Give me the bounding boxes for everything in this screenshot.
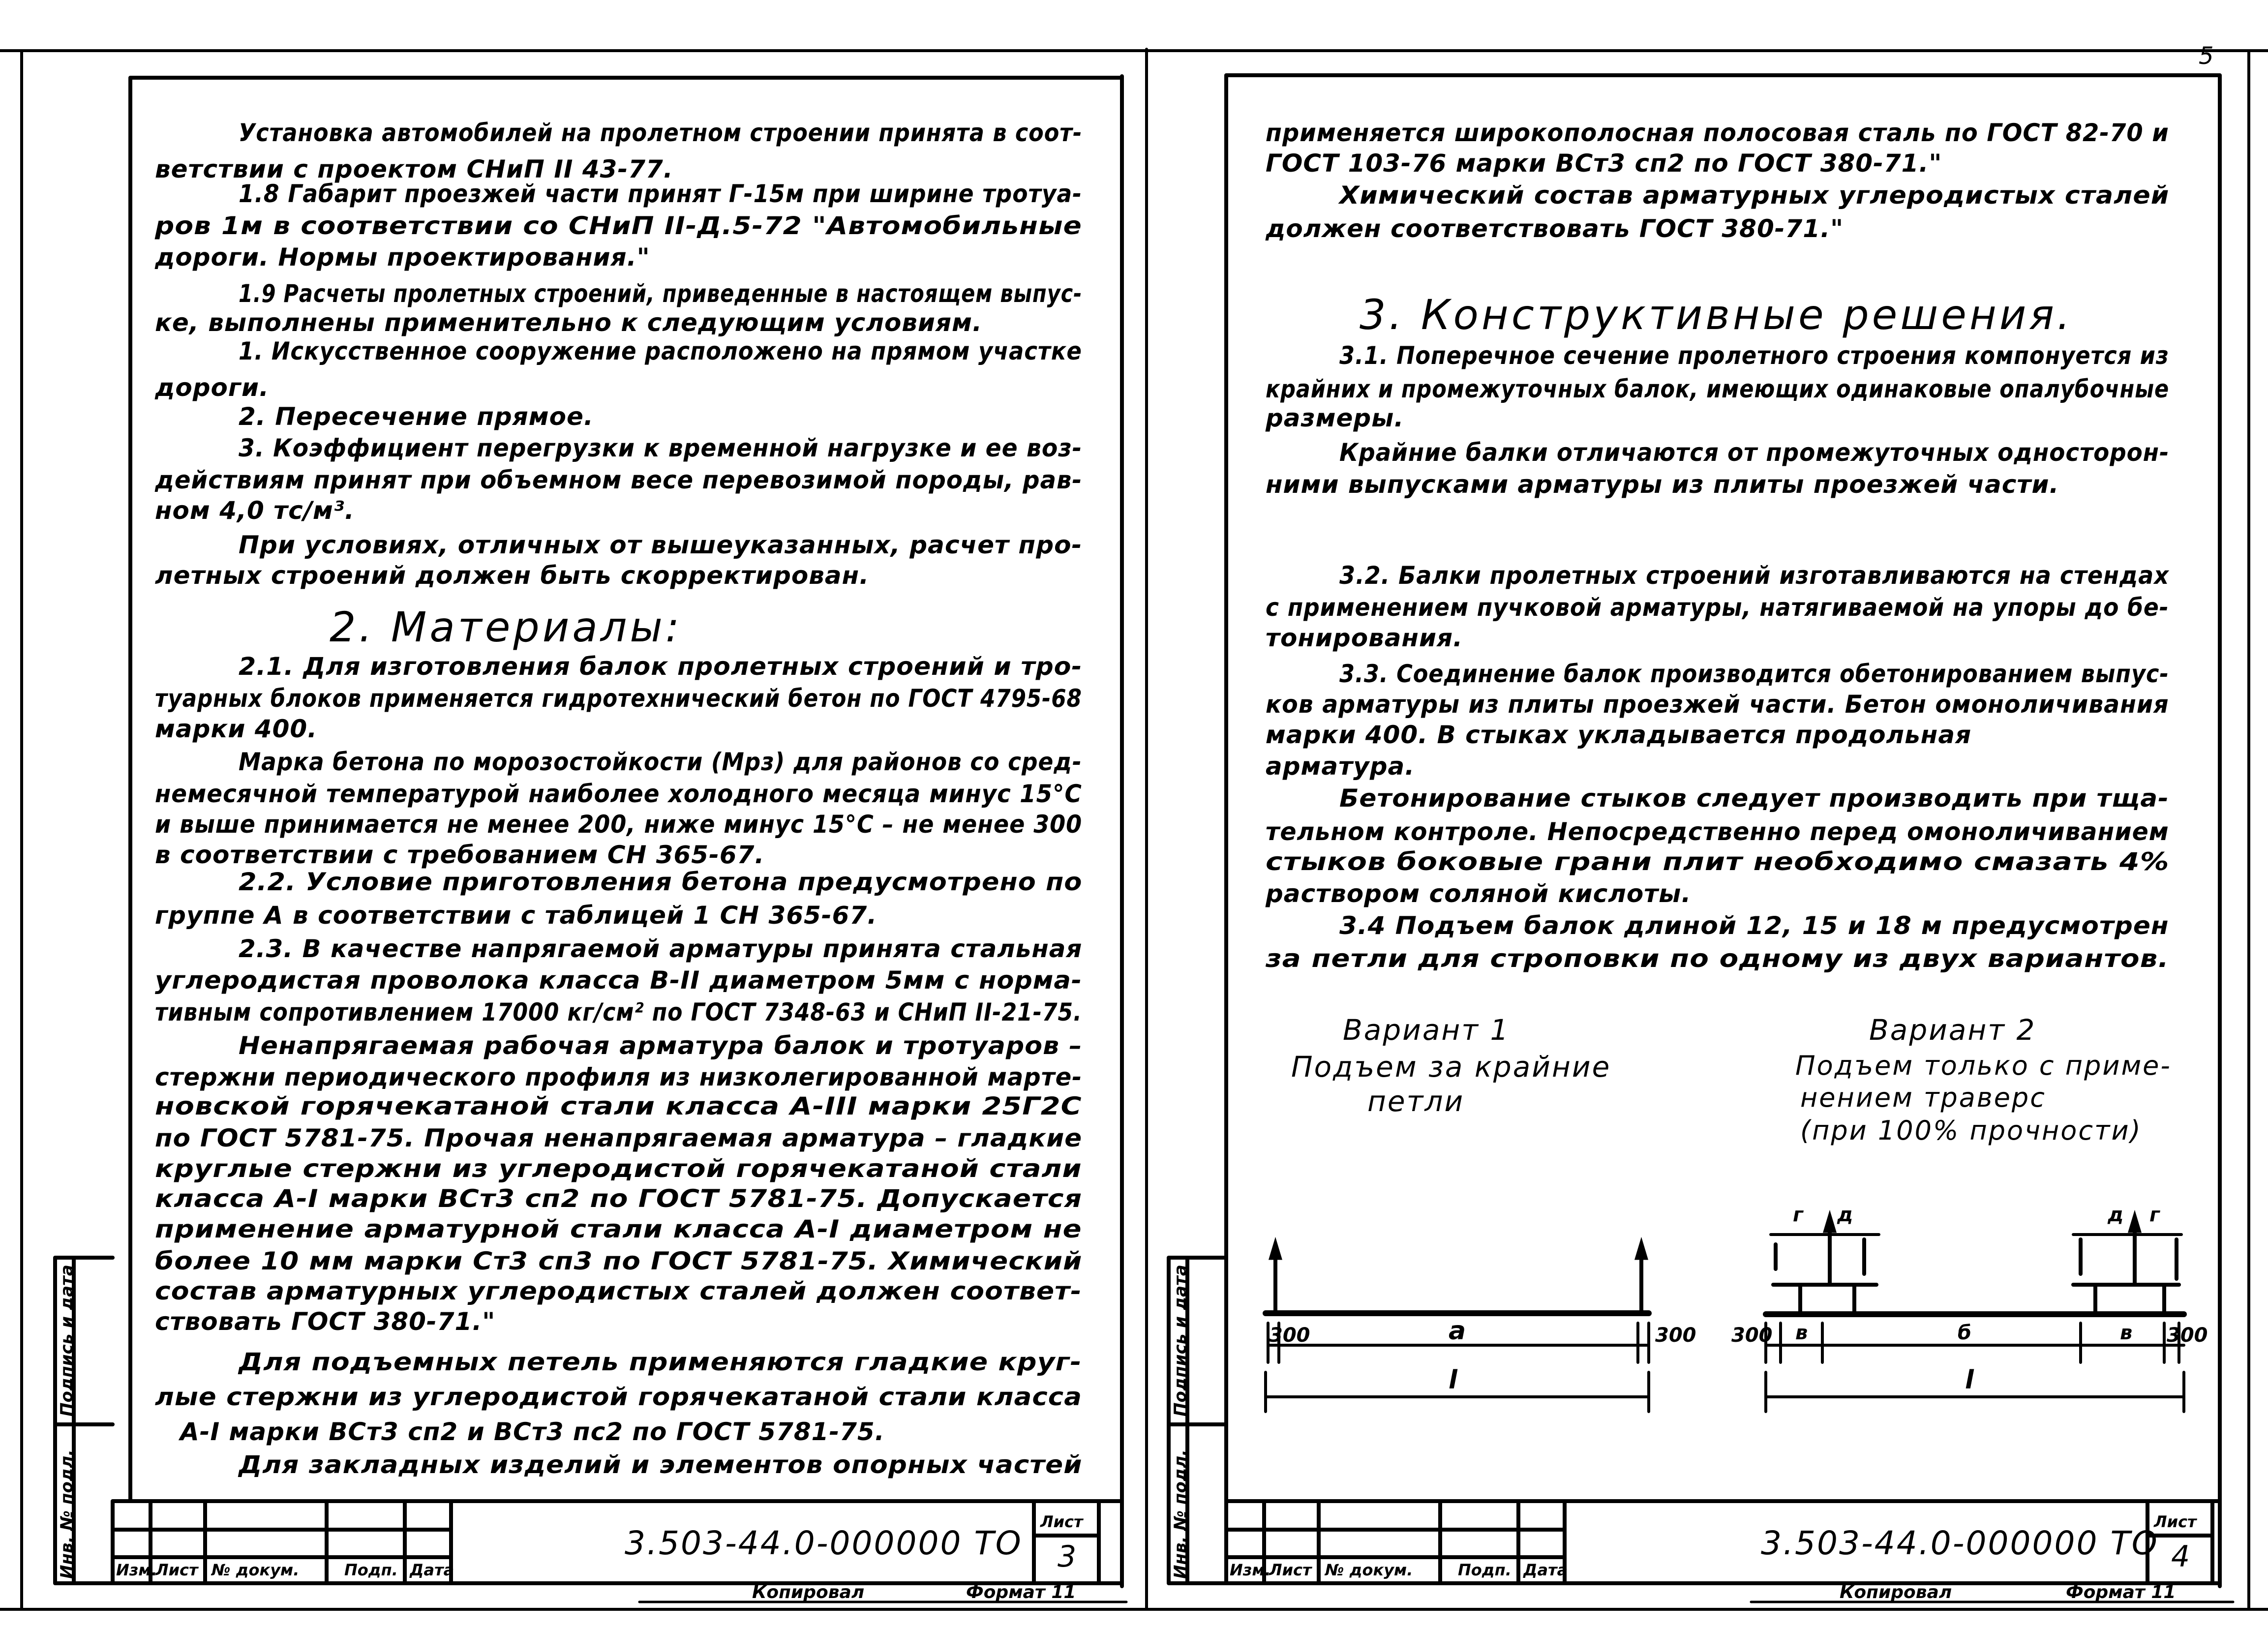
text-line: Ненапрягаемая рабочая арматура балок и тротуаров –: [239, 1031, 1083, 1060]
variant2-dim-v-right: в: [2120, 1322, 2133, 1344]
text-line: Установка автомобилей на пролетном строении принята в соот-: [239, 119, 1083, 148]
text-line: класса А-I марки ВСт3 сп2 по ГОСТ 5781-75. Допускается: [155, 1184, 1083, 1213]
text-line: углеродистая проволока класса В-II диаметром 5мм с норма-: [155, 966, 1082, 995]
text-line: действиям принят при объемном весе перевозимой породы, рав-: [155, 466, 1083, 495]
side-stamp-signature-date: Подпись и дата: [1171, 1265, 1190, 1417]
text-line: ствовать ГОСТ 380-71.": [155, 1307, 496, 1336]
text-line: раствором соляной кислоты.: [1266, 879, 1692, 908]
text-line: Для подъемных петель применяются гладкие круг-: [239, 1348, 1082, 1377]
section-heading-materials: 2. Материалы:: [330, 603, 683, 651]
text-line: должен соответствовать ГОСТ 380-71.": [1266, 214, 1844, 243]
title-block-header: Лист: [155, 1561, 198, 1579]
text-line: круглые стержни из углеродистой горячекатаной стали: [155, 1154, 1082, 1183]
text-line: 3. Коэффициент перегрузки к временной нагрузке и ее воз-: [239, 434, 1083, 463]
footer-copied: Копировал: [752, 1582, 865, 1602]
variant1-subtitle-line: петли: [1367, 1085, 1465, 1118]
text-line: туарных блоков применяется гидротехнический бетон по ГОСТ 4795-68: [155, 684, 1082, 713]
variant2-subtitle-line: Подъем только с приме-: [1795, 1050, 2172, 1081]
sheet-label: Лист: [2154, 1512, 2197, 1531]
title-block-header: Подп.: [1458, 1561, 1512, 1579]
text-line: ними выпусками арматуры из плиты проезжей части.: [1266, 470, 2059, 499]
text-line: 1.8 Габарит проезжей части принят Г-15м при ширине тротуа-: [239, 179, 1082, 208]
text-line: крайних и промежуточных балок, имеющих одинаковые опалубочные: [1266, 374, 2170, 403]
variant2-dim-g-right: г: [2149, 1204, 2160, 1226]
text-line: ков арматуры из плиты проезжей части. Бетон омоноличивания: [1266, 690, 2169, 719]
variant1-dim-middle: a: [1449, 1316, 1466, 1346]
side-stamp-inventory: Инв. № подл.: [1171, 1449, 1190, 1579]
text-line: 1. Искусственное сооружение расположено на прямом участке: [239, 337, 1082, 366]
side-stamp-signature-date: Подпись и дата: [57, 1265, 77, 1417]
document-code: 3.503-44.0-000000 ТО: [625, 1524, 1023, 1562]
side-stamp-inventory: Инв. № подл.: [57, 1449, 77, 1579]
text-line: 3.1. Поперечное сечение пролетного строения компонуется из: [1339, 341, 2169, 370]
text-line: 1.9 Расчеты пролетных строений, приведенные в настоящем выпус-: [239, 279, 1083, 308]
variant1-title: Вариант 1: [1343, 1013, 1510, 1047]
page-number-top: 5: [2199, 42, 2214, 70]
text-line: тонирования.: [1266, 623, 1463, 652]
text-line: 2. Пересечение прямое.: [239, 402, 594, 431]
sheet-label: Лист: [1040, 1512, 1083, 1531]
variant2-dim-middle: б: [1958, 1322, 1971, 1344]
text-line: марки 400. В стыках укладывается продольная: [1266, 720, 1972, 749]
variant2-dim-left: 300: [1731, 1324, 1773, 1347]
variant1-subtitle-line: Подъем за крайние: [1291, 1050, 1611, 1084]
text-line: по ГОСТ 5781-75. Прочая ненапрягаемая арматура – гладкие: [155, 1123, 1083, 1152]
variant1-dim-total: l: [1449, 1365, 1457, 1395]
text-line: 2.2. Условие приготовления бетона предусмотрено по: [239, 868, 1083, 897]
text-line: размеры.: [1266, 403, 1404, 432]
footer-format: Формат 11: [2066, 1582, 2176, 1602]
text-line: группе А в соответствии с таблицей 1 СН 365-67.: [155, 901, 877, 930]
text-line: тельном контроле. Непосредственно перед омоноличиванием: [1266, 817, 2169, 846]
text-line: 3.2. Балки пролетных строений изготавливаются на стендах: [1339, 561, 2169, 590]
text-line: с применением пучковой арматуры, натягиваемой на упоры до бе-: [1266, 593, 2169, 622]
title-block-header: Подп.: [344, 1561, 398, 1579]
title-block-header: Изм.: [116, 1561, 157, 1579]
section-heading-design: 3. Конструктивные решения.: [1360, 291, 2073, 339]
text-line: ке, выполнены применительно к следующим условиям.: [155, 308, 982, 337]
text-line: новской горячекатаной стали класса А-III марки 25Г2С: [155, 1092, 1082, 1121]
text-line: ГОСТ 103-76 марки ВСт3 сп2 по ГОСТ 380-71.": [1266, 149, 1942, 178]
text-line: состав арматурных углеродистых сталей должен соответ-: [155, 1277, 1082, 1306]
variant2-dim-total: l: [1965, 1365, 1974, 1395]
variant1-dim-left: 300: [1269, 1324, 1310, 1347]
text-line: дороги. Нормы проектирования.": [155, 243, 650, 272]
title-block-header: Дата: [410, 1561, 454, 1579]
text-line: стержни периодического профиля из низколегированной марте-: [155, 1063, 1083, 1092]
variant2-title: Вариант 2: [1869, 1013, 2036, 1047]
title-block-header: № докум.: [212, 1561, 300, 1579]
variant2-total-dim-line: [1766, 1372, 2184, 1412]
text-line: А-I марки ВСт3 сп2 и ВСт3 пс2 по ГОСТ 5781-75.: [180, 1417, 885, 1446]
text-line: 3.4 Подъем балок длиной 12, 15 и 18 м предусмотрен: [1339, 911, 2169, 940]
text-line: 2.1. Для изготовления балок пролетных строений и тро-: [239, 652, 1083, 681]
text-line: и выше принимается не менее 200, ниже минус 15°С – не менее 300: [155, 810, 1083, 839]
text-line: за петли для строповки по одному из двух вариантов.: [1266, 944, 2169, 973]
variant2-dim-v-left: в: [1795, 1322, 1808, 1344]
text-line: ров 1м в соответствии со СНиП II-Д.5-72 "Автомобильные: [155, 211, 1082, 240]
sheet-number: 3: [1058, 1539, 1077, 1574]
text-line: арматура.: [1266, 752, 1415, 781]
text-line: Бетонирование стыков следует производить при тща-: [1339, 784, 2169, 813]
text-line: При условиях, отличных от вышеуказанных, расчет про-: [239, 531, 1083, 560]
text-line: тивным сопротивлением 17000 кг/см² по ГОСТ 7348-63 и СНиП II-21-75.: [155, 998, 1082, 1026]
title-block-header: Лист: [1269, 1561, 1312, 1579]
title-block-header: Изм.: [1230, 1561, 1271, 1579]
text-line: стыков боковые грани плит необходимо смазать 4%: [1266, 847, 2170, 876]
text-line: дороги.: [155, 373, 270, 402]
variant2-subtitle-line: нением траверс: [1800, 1082, 2046, 1113]
footer-copied: Копировал: [1840, 1582, 1952, 1602]
variant1-dim-right: 300: [1655, 1324, 1696, 1347]
text-line: применение арматурной стали класса А-I диаметром не: [155, 1215, 1082, 1243]
text-line: в соответствии с требованием СН 365-67.: [155, 840, 765, 869]
text-line: Для закладных изделий и элементов опорных частей: [239, 1450, 1083, 1479]
text-line: более 10 мм марки Ст3 сп3 по ГОСТ 5781-75. Химический: [155, 1246, 1083, 1275]
text-line: 3.3. Соединение балок производится обетонированием выпус-: [1339, 660, 2169, 689]
variant2-subtitle-line: (при 100% прочности): [1800, 1115, 2142, 1146]
variant2-dim-d-right: д: [2108, 1204, 2124, 1226]
text-line: Крайние балки отличаются от промежуточных односторон-: [1339, 438, 2170, 467]
title-block-header: № докум.: [1325, 1561, 1413, 1579]
text-line: лые стержни из углеродистой горячекатаной стали класса: [155, 1383, 1083, 1412]
text-line: применяется широкополосная полосовая сталь по ГОСТ 82-70 и: [1266, 119, 2169, 148]
text-line: Марка бетона по морозостойкости (Мрз) для районов со сред-: [239, 748, 1082, 777]
text-line: немесячной температурой наиболее холодного месяца минус 15°С: [155, 780, 1082, 809]
sheet-number: 4: [2171, 1539, 2190, 1574]
text-line: ном 4,0 тс/м³.: [155, 496, 355, 525]
variant2-dim-right: 300: [2167, 1324, 2208, 1347]
text-line: ветствии с проектом СНиП II 43-77.: [155, 154, 673, 183]
title-block-header: Дата: [1523, 1561, 1568, 1579]
footer-format: Формат 11: [966, 1582, 1076, 1602]
text-line: Химический состав арматурных углеродистых сталей: [1339, 181, 2170, 210]
variant2-dim-d-left: д: [1837, 1204, 1853, 1226]
text-line: летных строений должен быть скорректирован.: [155, 561, 870, 590]
text-line: марки 400.: [155, 714, 318, 743]
document-code: 3.503-44.0-000000 ТО: [1761, 1524, 2159, 1562]
variant2-dim-g-left: г: [1793, 1204, 1803, 1226]
text-line: 2.3. В качестве напрягаемой арматуры принята стальная: [239, 934, 1083, 963]
variant2-diagram: [1766, 1212, 2184, 1412]
